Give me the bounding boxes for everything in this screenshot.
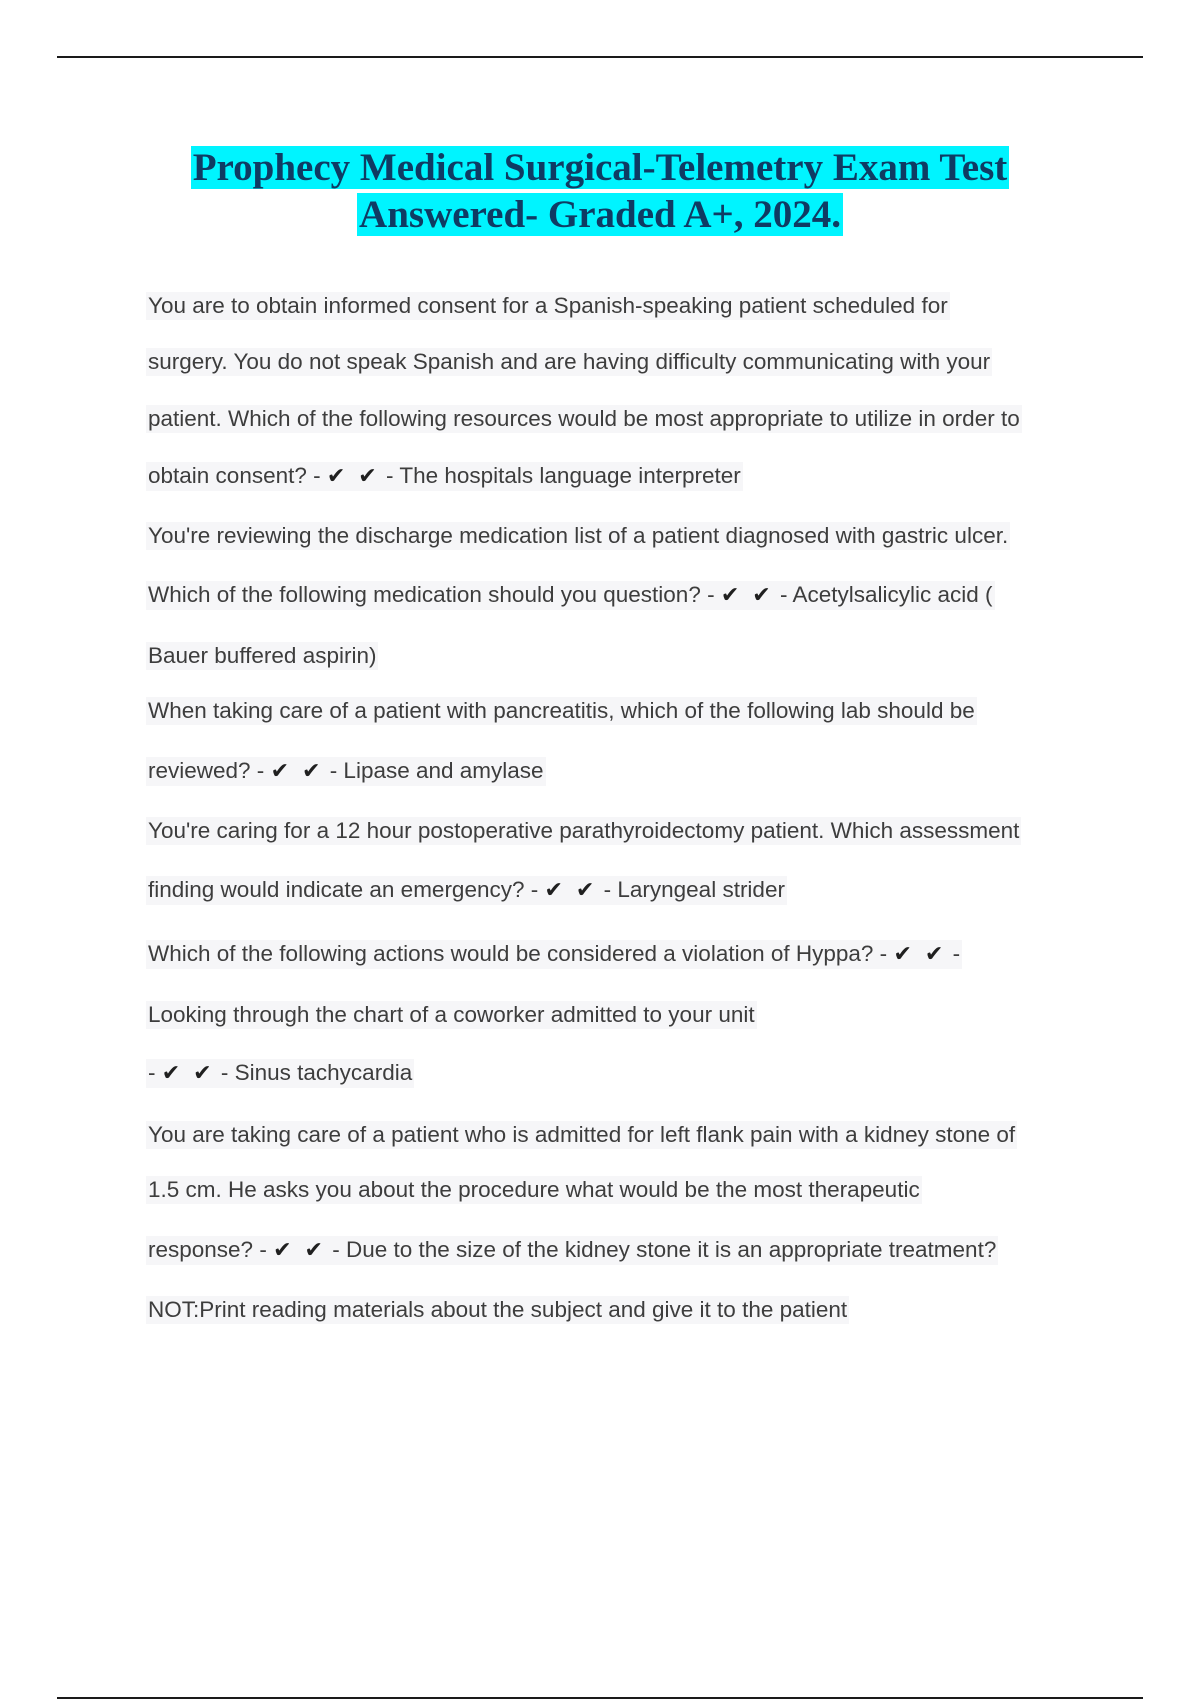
text-line [146, 1296, 849, 1324]
text-line [146, 1176, 922, 1204]
double-check-icon: ✔ ✔ [270, 759, 324, 784]
text-line [146, 581, 995, 610]
answer-text: - Laryngeal strider [597, 877, 785, 902]
double-check-icon: ✔ ✔ [893, 942, 947, 967]
text-line [146, 876, 787, 905]
text-line [146, 697, 977, 725]
question-text: When taking care of a patient with pancreatitis, which of the following lab should be [148, 698, 975, 723]
double-check-icon: ✔ ✔ [161, 1061, 215, 1086]
double-check-icon: ✔ ✔ [273, 1238, 326, 1263]
question-text: Which of the following actions would be considered a violation of Hyppa? - [148, 941, 894, 966]
answer-text: - Sinus tachycardia [214, 1060, 413, 1085]
question-text: reviewed? - [148, 758, 271, 783]
text-line [146, 642, 378, 670]
text-line [146, 292, 950, 320]
question-text: You're reviewing the discharge medication list of a patient diagnosed with gastric ulcer. [148, 523, 1009, 548]
answer-text: - [946, 941, 961, 966]
question-text: - [148, 1060, 162, 1085]
text-line [146, 1121, 1017, 1149]
title-line-1: Prophecy Medical Surgical-Telemetry Exam Test [192, 146, 1008, 189]
answer-text: - The hospitals language interpreter [379, 463, 741, 488]
question-text: NOT:Print reading materials about the subject and give it to the patient [148, 1297, 848, 1322]
top-rule [57, 56, 1143, 58]
question-text: You're caring for a 12 hour postoperative parathyroidectomy patient. Which assessment [148, 818, 1020, 843]
double-check-icon: ✔ ✔ [720, 583, 774, 608]
title-line-2: Answered- Graded A+, 2024. [359, 193, 841, 236]
text-line [146, 1236, 998, 1265]
text-line [146, 348, 992, 376]
document-title [100, 144, 1100, 238]
bottom-rule [57, 1697, 1143, 1699]
question-text: finding would indicate an emergency? - [148, 877, 545, 902]
question-text: patient. Which of the following resources would be most appropriate to utilize in order to [148, 406, 1020, 431]
text-line [146, 405, 1022, 433]
question-text: 1.5 cm. He asks you about the procedure what would be the most therapeutic [148, 1177, 920, 1202]
text-line [146, 462, 743, 491]
answer-text: - Lipase and amylase [323, 758, 544, 783]
text-line [146, 1001, 757, 1029]
answer-text: - Due to the size of the kidney stone it is an appropriate treatment? [325, 1237, 997, 1262]
question-text: You are taking care of a patient who is admitted for left flank pain with a kidney stone of [148, 1122, 1016, 1147]
text-line [146, 522, 1010, 550]
question-text: response? - [148, 1237, 274, 1262]
question-text: Which of the following medication should you question? - [148, 582, 721, 607]
text-line [146, 817, 1021, 845]
question-text: Bauer buffered aspirin) [148, 643, 377, 668]
question-text: surgery. You do not speak Spanish and are having difficulty communicating with your [148, 349, 991, 374]
question-text: You are to obtain informed consent for a Spanish-speaking patient scheduled for [148, 293, 948, 318]
text-line [146, 940, 962, 969]
double-check-icon: ✔ ✔ [326, 464, 380, 489]
double-check-icon: ✔ ✔ [544, 878, 598, 903]
question-text: Looking through the chart of a coworker admitted to your unit [148, 1002, 755, 1027]
answer-text: - Acetylsalicylic acid ( [773, 582, 993, 607]
question-text: obtain consent? - [148, 463, 327, 488]
text-line [146, 757, 546, 786]
text-line [146, 1059, 414, 1088]
